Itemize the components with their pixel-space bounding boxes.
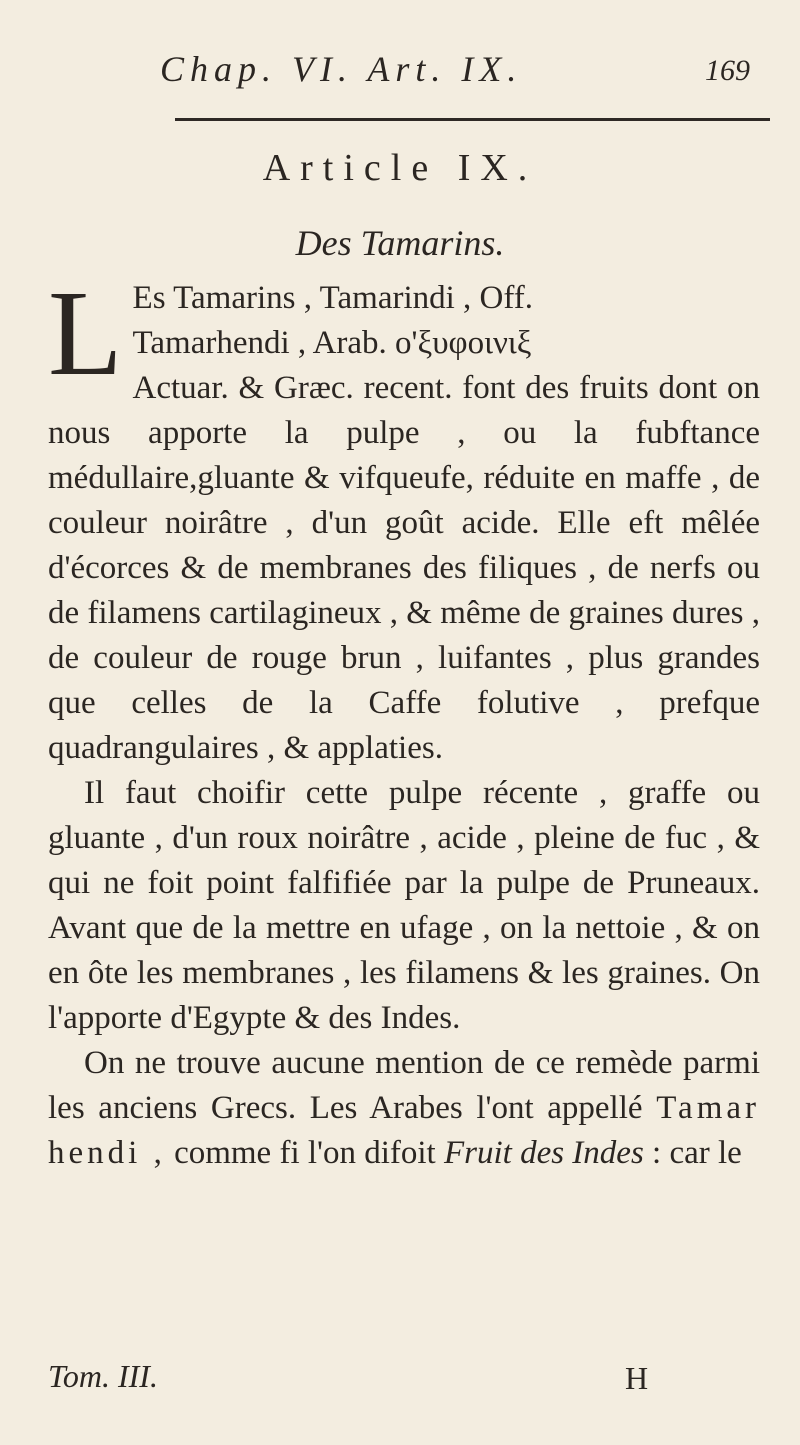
article-heading: Article IX. xyxy=(262,147,538,189)
running-title: Chap. VI. Art. IX. xyxy=(160,49,523,89)
header-rule xyxy=(175,118,770,121)
p1-line-3: Actuar. & Græc. recent. font des fruits xyxy=(132,370,649,406)
p3-smallcaps: Tamar hendi , xyxy=(48,1090,760,1171)
running-head xyxy=(160,48,750,98)
paragraph-1 xyxy=(48,266,761,771)
drop-cap: L xyxy=(48,266,123,401)
paragraph-2: Il faut choifir cette pulpe récente , graffe ou gluante , d'un roux noirâtre , acide , pleine de fuc , & qui ne foit point falfifiée par la pulpe de Pruneaux. Avant que de la mettre en ufage , on la nettoie , & on en ôte les membranes , les filamens & les graines. On l'apporte d'Egypte & des Indes. xyxy=(48,775,760,1036)
p3-text-a: On ne trouve aucune mention de ce remède parmi les anciens Grecs. Les Arabes l'ont appellé xyxy=(48,1045,760,1126)
article-title: Des Tamarins. xyxy=(295,223,505,263)
main-text xyxy=(48,266,761,1176)
p3-italic: Fruit des Indes xyxy=(443,1135,644,1171)
p3-text-b: comme fi l'on difoit xyxy=(165,1135,444,1171)
paragraph-3 xyxy=(48,1041,760,1176)
p3-text-c: : car le xyxy=(643,1135,742,1171)
p1-line-1: Es Tamarins , Tamarindi , Off. xyxy=(132,280,534,316)
signature-mark: H xyxy=(625,1360,649,1396)
page-footer xyxy=(48,1358,740,1398)
volume-label: Tom. III. xyxy=(48,1358,158,1394)
page-number: 169 xyxy=(705,54,750,87)
p1-rest: dont on nous apporte la pulpe , ou la fubftance médullaire,gluante & vifqueufe, réduite en maffe , de couleur noirâtre , d'un goût acide. Elle eft mêlée d'écorces & de membranes des filiques , de nerfs ou de filamens cartilagineux , & même de graines dures , de couleur de rouge brun , luifantes , plus grandes que celles de la Caffe folutive , prefque quadrangulaires , & applaties. xyxy=(48,370,761,766)
p1-line-2: Tamarhendi , Arab. ο'ξυφοινιξ xyxy=(132,325,532,361)
